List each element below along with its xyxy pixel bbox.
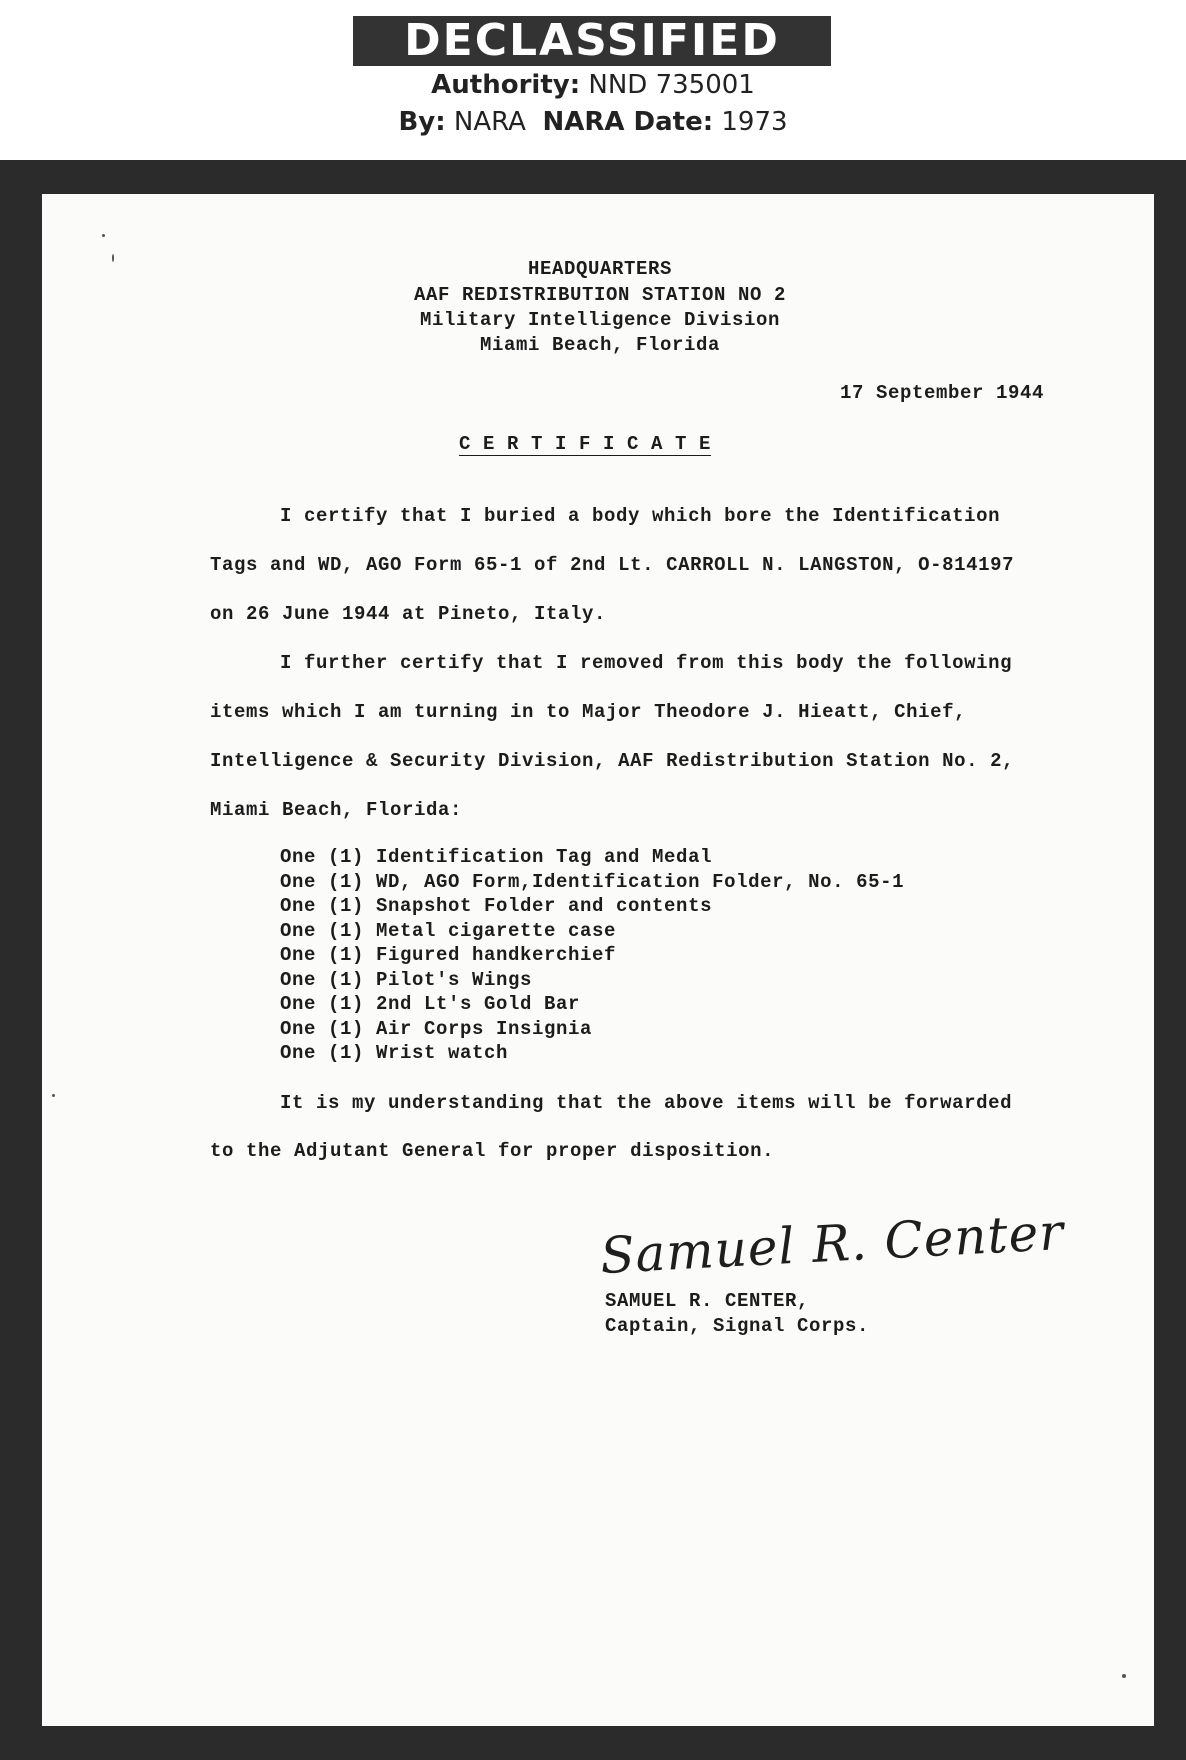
list-item: One (1) WD, AGO Form,Identification Folder, No. 65-1 xyxy=(280,871,905,893)
scan-speck xyxy=(112,254,114,262)
scan-speck xyxy=(1122,1674,1126,1678)
letterhead-line: HEADQUARTERS xyxy=(527,258,673,280)
stamp-title: DECLASSIFIED xyxy=(353,16,831,66)
handwritten-signature: Samuel R. Center xyxy=(598,1202,1066,1286)
body-line: items which I am turning in to Major Theodore J. Hieatt, Chief, xyxy=(210,701,967,723)
list-item: One (1) Snapshot Folder and contents xyxy=(280,895,713,917)
document-date: 17 September 1944 xyxy=(840,382,1045,404)
list-item: One (1) Figured handkerchief xyxy=(280,944,617,966)
body-line: I certify that I buried a body which bore the Identification xyxy=(280,505,1001,527)
body-line: Tags and WD, AGO Form 65-1 of 2nd Lt. CARROLL N. LANGSTON, O-814197 xyxy=(210,554,1015,576)
stamp-by-line xyxy=(0,107,1186,137)
letterhead-line: Miami Beach, Florida xyxy=(479,334,721,356)
list-item: One (1) Identification Tag and Medal xyxy=(280,846,713,868)
body-line: Intelligence & Security Division, AAF Redistribution Station No. 2, xyxy=(210,750,1015,772)
authority-label: Authority: xyxy=(431,70,581,100)
list-item: One (1) 2nd Lt's Gold Bar xyxy=(280,993,581,1015)
scan-speck xyxy=(52,1094,55,1097)
nara-date-label: NARA Date: xyxy=(542,107,714,137)
body-line: I further certify that I removed from this body the following xyxy=(280,652,1013,674)
scan-speck xyxy=(102,234,105,237)
nara-date-value: 1973 xyxy=(721,107,788,137)
body-line: Miami Beach, Florida: xyxy=(210,799,463,821)
signer-name: SAMUEL R. CENTER, xyxy=(605,1290,810,1312)
by-label: By: xyxy=(398,107,446,137)
by-value: NARA xyxy=(453,107,526,137)
declassified-stamp xyxy=(0,0,1186,160)
certificate-heading: C E R T I F I C A T E xyxy=(458,433,712,455)
body-line: on 26 June 1944 at Pineto, Italy. xyxy=(210,603,607,625)
list-item: One (1) Pilot's Wings xyxy=(280,969,533,991)
body-line: to the Adjutant General for proper disposition. xyxy=(210,1140,775,1162)
signer-title: Captain, Signal Corps. xyxy=(605,1315,870,1337)
authority-value: NND 735001 xyxy=(588,70,755,100)
list-item: One (1) Air Corps Insignia xyxy=(280,1018,593,1040)
letterhead-line: AAF REDISTRIBUTION STATION NO 2 xyxy=(413,284,787,306)
list-item: One (1) Wrist watch xyxy=(280,1042,509,1064)
letterhead-line: Military Intelligence Division xyxy=(419,309,781,331)
stamp-authority-line xyxy=(0,70,1186,100)
body-line: It is my understanding that the above items will be forwarded xyxy=(280,1092,1013,1114)
list-item: One (1) Metal cigarette case xyxy=(280,920,617,942)
